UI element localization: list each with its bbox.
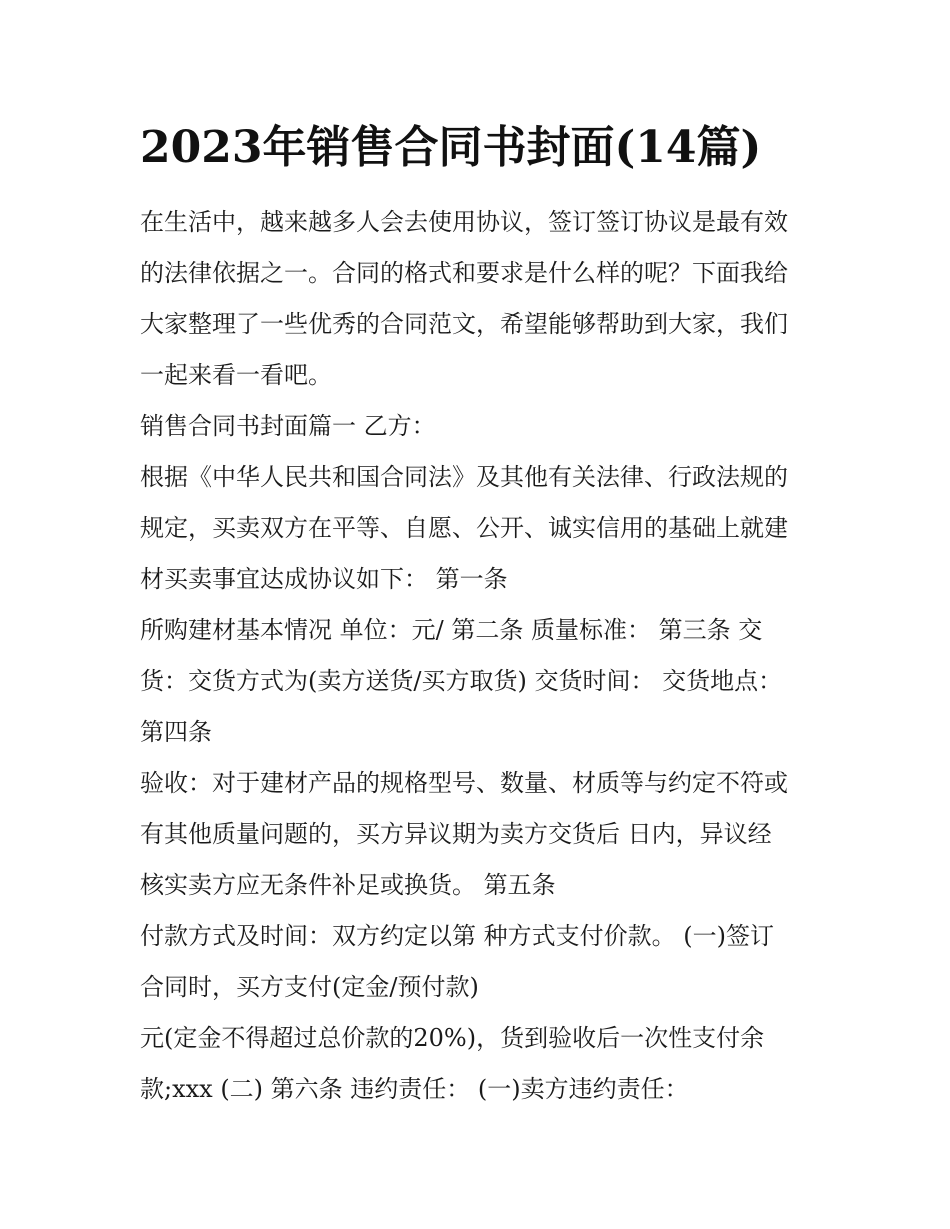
body-line: 验收：对于建材产品的规格型号、数量、材质等与约定不符或	[140, 769, 788, 797]
body-line: 货：交货方式为(卖方送货/买方取货) 交货时间： 交货地点：	[140, 667, 783, 695]
body-line: 元(定金不得超过总价款的20%)，货到验收后一次性支付余	[140, 1024, 765, 1052]
section-heading-line: 销售合同书封面篇一 乙方：	[140, 412, 436, 440]
body-line: 在生活中，越来越多人会去使用协议，签订签订协议是最有效	[140, 208, 788, 236]
body-line: 核实卖方应无条件补足或换货。 第五条	[140, 871, 556, 899]
body-line: 规定，买卖双方在平等、自愿、公开、诚实信用的基础上就建	[140, 514, 788, 542]
body-line: 合同时，买方支付(定金/预付款)	[140, 973, 479, 1001]
body-line: 大家整理了一些优秀的合同范文，希望能够帮助到大家，我们	[140, 310, 788, 338]
body-line: 所购建材基本情况 单位：元/ 第二条 质量标准： 第三条 交	[140, 616, 763, 644]
body-line: 付款方式及时间：双方约定以第 种方式支付价款。 (一)签订	[140, 922, 774, 950]
body-line: 根据《中华人民共和国合同法》及其他有关法律、行政法规的	[140, 463, 788, 491]
body-line: 的法律依据之一。合同的格式和要求是什么样的呢？下面我给	[140, 259, 788, 287]
body-line: 第四条	[140, 718, 212, 746]
document-body	[140, 197, 812, 1115]
body-line: 款;xxx (二) 第六条 违约责任： (一)卖方违约责任：	[140, 1075, 689, 1103]
body-line: 材买卖事宜达成协议如下： 第一条	[140, 565, 508, 593]
body-line: 有其他质量问题的，买方异议期为卖方交货后 日内，异议经	[140, 820, 772, 848]
body-line: 一起来看一看吧。	[140, 361, 332, 389]
document-title: 2023年销售合同书封面(14篇)	[140, 122, 762, 173]
